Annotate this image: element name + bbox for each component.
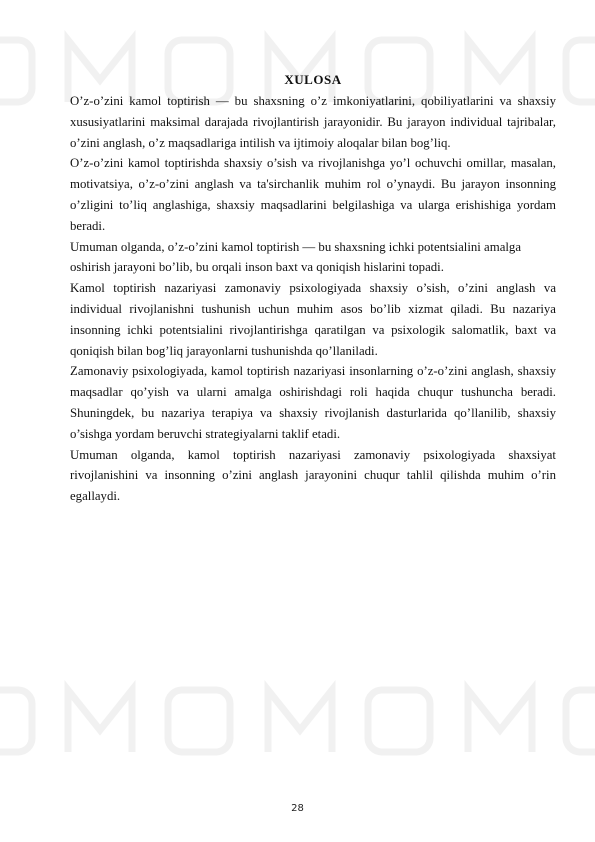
section-heading: XULOSA — [284, 72, 342, 87]
paragraph-4: Kamol toptirish nazariyasi zamonaviy psixologiyada shaxsiy o’sish, o’zini anglash va individual rivojlanishni tushunish uchun muhim asos bo’lib xizmat qiladi. Bu nazariya insonning ichki potentsialini rivojlantirishga qaratilgan va psixologik salomatlik, baxt va qoniqish bilan bog’liq jarayonlarni tushunishda qo’llaniladi. — [70, 281, 556, 358]
paragraph-5: Zamonaviy psixologiyada, kamol toptirish nazariyasi insonlarning o’z-o’zini anglash, shaxsiy maqsadlar qo’yish va ularni amalga oshirishdagi roli haqida chuqur tushuncha beradi. Shuningdek, bu nazariya terapiya va shaxsiy rivojlanish dasturlarida qo’llanilib, shaxsiy o’sishga yordam beruvchi strategiyalarni taklif etadi. — [70, 364, 556, 441]
paragraph-3: Umuman olganda, o’z-o’zini kamol toptirish — bu shaxsning ichki potentsialini amalga oshirish jarayoni bo’lib, bu orqali inson baxt va qoniqish hislarini topadi. — [70, 239, 522, 275]
paragraph-6: Umuman olganda, kamol toptirish nazariyasi zamonaviy psixologiyada shaxsiyat rivojlanishini va insonning o’zini anglash jarayonini chuqur tahlil qilishda muhim o’rin egallaydi. — [70, 447, 556, 504]
page-number: 28 — [291, 803, 304, 814]
paragraph-1: O’z-o’zini kamol toptirish — bu shaxsning o’z imkoniyatlarini, qobiliyatlarini va shaxsiy xususiyatlarini maksimal darajada rivojlantirish jarayonidir. Bu jarayon individual tajribalar, o’zini anglash, o’z maqsadlariga intilish va ijtimoiy aloqalar bilan bog’liq. — [70, 94, 556, 150]
page-body — [70, 72, 556, 507]
paragraph-2: O’z-o’zini kamol toptirishda shaxsiy o’sish va rivojlanishga yo’l ochuvchi omillar, masalan, motivatsiya, o’z-o’zini anglash va ta'sirchanlik muhim rol o’ynaydi. Bu jarayon insonning o’zligini to’liq anglashiga, shaxsiy maqsadlarini belgilashiga va ularga erishishiga yordam beradi. — [70, 156, 556, 233]
